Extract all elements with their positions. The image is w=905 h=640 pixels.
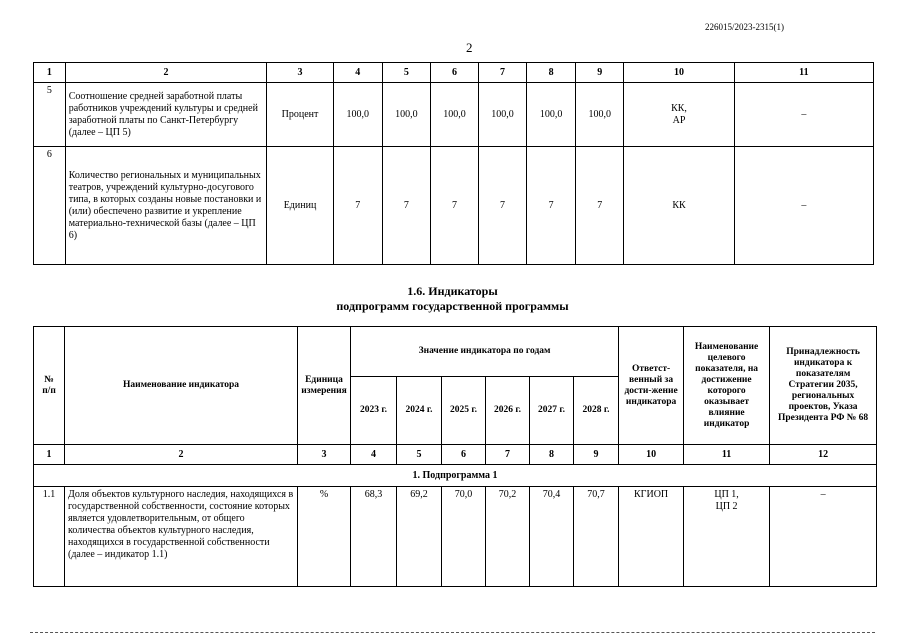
column-number: 2 [65, 63, 267, 83]
value-cell: 7 [333, 147, 382, 265]
value-cell: 100,0 [333, 83, 382, 147]
page-number: 2 [466, 40, 473, 55]
unit-cell: % [298, 487, 351, 587]
indicator-name: Доля объектов культурного наследия, находящихся в государственной собственности, состояние которых является удовлетворительным, от общего количества объектов культурного наследия, находящихся в государственной собственности (далее – индикатор 1.1) [65, 487, 298, 587]
column-number: 4 [333, 63, 382, 83]
header-values-group: Значение индикатора по годам [351, 327, 619, 377]
section-title-line2: подпрограмм государственной программы [336, 299, 569, 313]
indicators-table [33, 326, 877, 587]
column-number: 8 [530, 445, 574, 465]
column-number: 2 [65, 445, 298, 465]
value-cell: 7 [576, 147, 624, 265]
value-cell: 69,2 [397, 487, 442, 587]
header-year: 2026 г. [486, 377, 530, 445]
column-number: 5 [382, 63, 430, 83]
column-number: 4 [351, 445, 397, 465]
header-year: 2028 г. [574, 377, 619, 445]
row-number: 5 [34, 83, 66, 147]
column-number: 5 [397, 445, 442, 465]
column-number: 1 [34, 445, 65, 465]
value-cell: 100,0 [479, 83, 527, 147]
value-cell: 7 [430, 147, 478, 265]
column-number: 7 [479, 63, 527, 83]
note-cell: – [734, 83, 873, 147]
header-name: Наименование индикатора [65, 327, 298, 445]
header-responsible: Ответст-венный за дости-жение индикатора [619, 327, 684, 445]
value-cell: 100,0 [382, 83, 430, 147]
column-number: 11 [734, 63, 873, 83]
column-number: 9 [574, 445, 619, 465]
column-number: 6 [442, 445, 486, 465]
column-number: 10 [619, 445, 684, 465]
value-cell: 70,4 [530, 487, 574, 587]
column-number: 8 [527, 63, 576, 83]
column-number: 7 [486, 445, 530, 465]
value-cell: 7 [479, 147, 527, 265]
value-cell: 70,2 [486, 487, 530, 587]
header-year: 2023 г. [351, 377, 397, 445]
header-year: 2024 г. [397, 377, 442, 445]
responsible-cell: КК, АР [624, 83, 734, 147]
value-cell: 100,0 [430, 83, 478, 147]
note-cell: – [734, 147, 873, 265]
column-number: 9 [576, 63, 624, 83]
section-title [0, 284, 905, 314]
unit-cell: Единиц [267, 147, 334, 265]
subprogram-title: 1. Подпрограмма 1 [34, 465, 877, 487]
table-row [34, 83, 874, 147]
indicator-name: Количество региональных и муниципальных театров, учреждений культурно-досугового типа, в которых созданы новые постановки и (или) обеспечено развитие и укрепление материально-технической базы (далее – ЦП 6) [65, 147, 267, 265]
section-title-line1: 1.6. Индикаторы [407, 284, 498, 298]
subprogram-row [34, 465, 877, 487]
unit-cell: Процент [267, 83, 334, 147]
column-number-row [34, 63, 874, 83]
table-row [34, 147, 874, 265]
column-number: 11 [684, 445, 770, 465]
indicator-name: Соотношение средней заработной платы работников учреждений культуры и средней заработной платы по Санкт-Петербургу (далее – ЦП 5) [65, 83, 267, 147]
column-number: 3 [267, 63, 334, 83]
target-cell: ЦП 1, ЦП 2 [684, 487, 770, 587]
column-number: 3 [298, 445, 351, 465]
column-number: 1 [34, 63, 66, 83]
value-cell: 68,3 [351, 487, 397, 587]
header-unit: Единица измерения [298, 327, 351, 445]
header-year: 2025 г. [442, 377, 486, 445]
header-row [34, 327, 877, 377]
value-cell: 70,7 [574, 487, 619, 587]
value-cell: 70,0 [442, 487, 486, 587]
column-number: 6 [430, 63, 478, 83]
strategy-cell: – [770, 487, 877, 587]
header-strategy: Принадлежность индикатора к показателям Стратегии 2035, региональных проектов, Указа Президента РФ № 68 [770, 327, 877, 445]
page-bottom-divider [30, 632, 875, 633]
header-num: № п/п [34, 327, 65, 445]
value-cell: 100,0 [576, 83, 624, 147]
value-cell: 7 [527, 147, 576, 265]
header-year: 2027 г. [530, 377, 574, 445]
row-number: 6 [34, 147, 66, 265]
column-number-row [34, 445, 877, 465]
table-row [34, 487, 877, 587]
column-number: 12 [770, 445, 877, 465]
document-number: 226015/2023-2315(1) [705, 22, 784, 32]
column-number: 10 [624, 63, 734, 83]
value-cell: 7 [382, 147, 430, 265]
row-number: 1.1 [34, 487, 65, 587]
goals-table [33, 62, 874, 265]
responsible-cell: КК [624, 147, 734, 265]
responsible-cell: КГИОП [619, 487, 684, 587]
header-target: Наименование целевого показателя, на достижение которого оказывает влияние индикатор [684, 327, 770, 445]
value-cell: 100,0 [527, 83, 576, 147]
